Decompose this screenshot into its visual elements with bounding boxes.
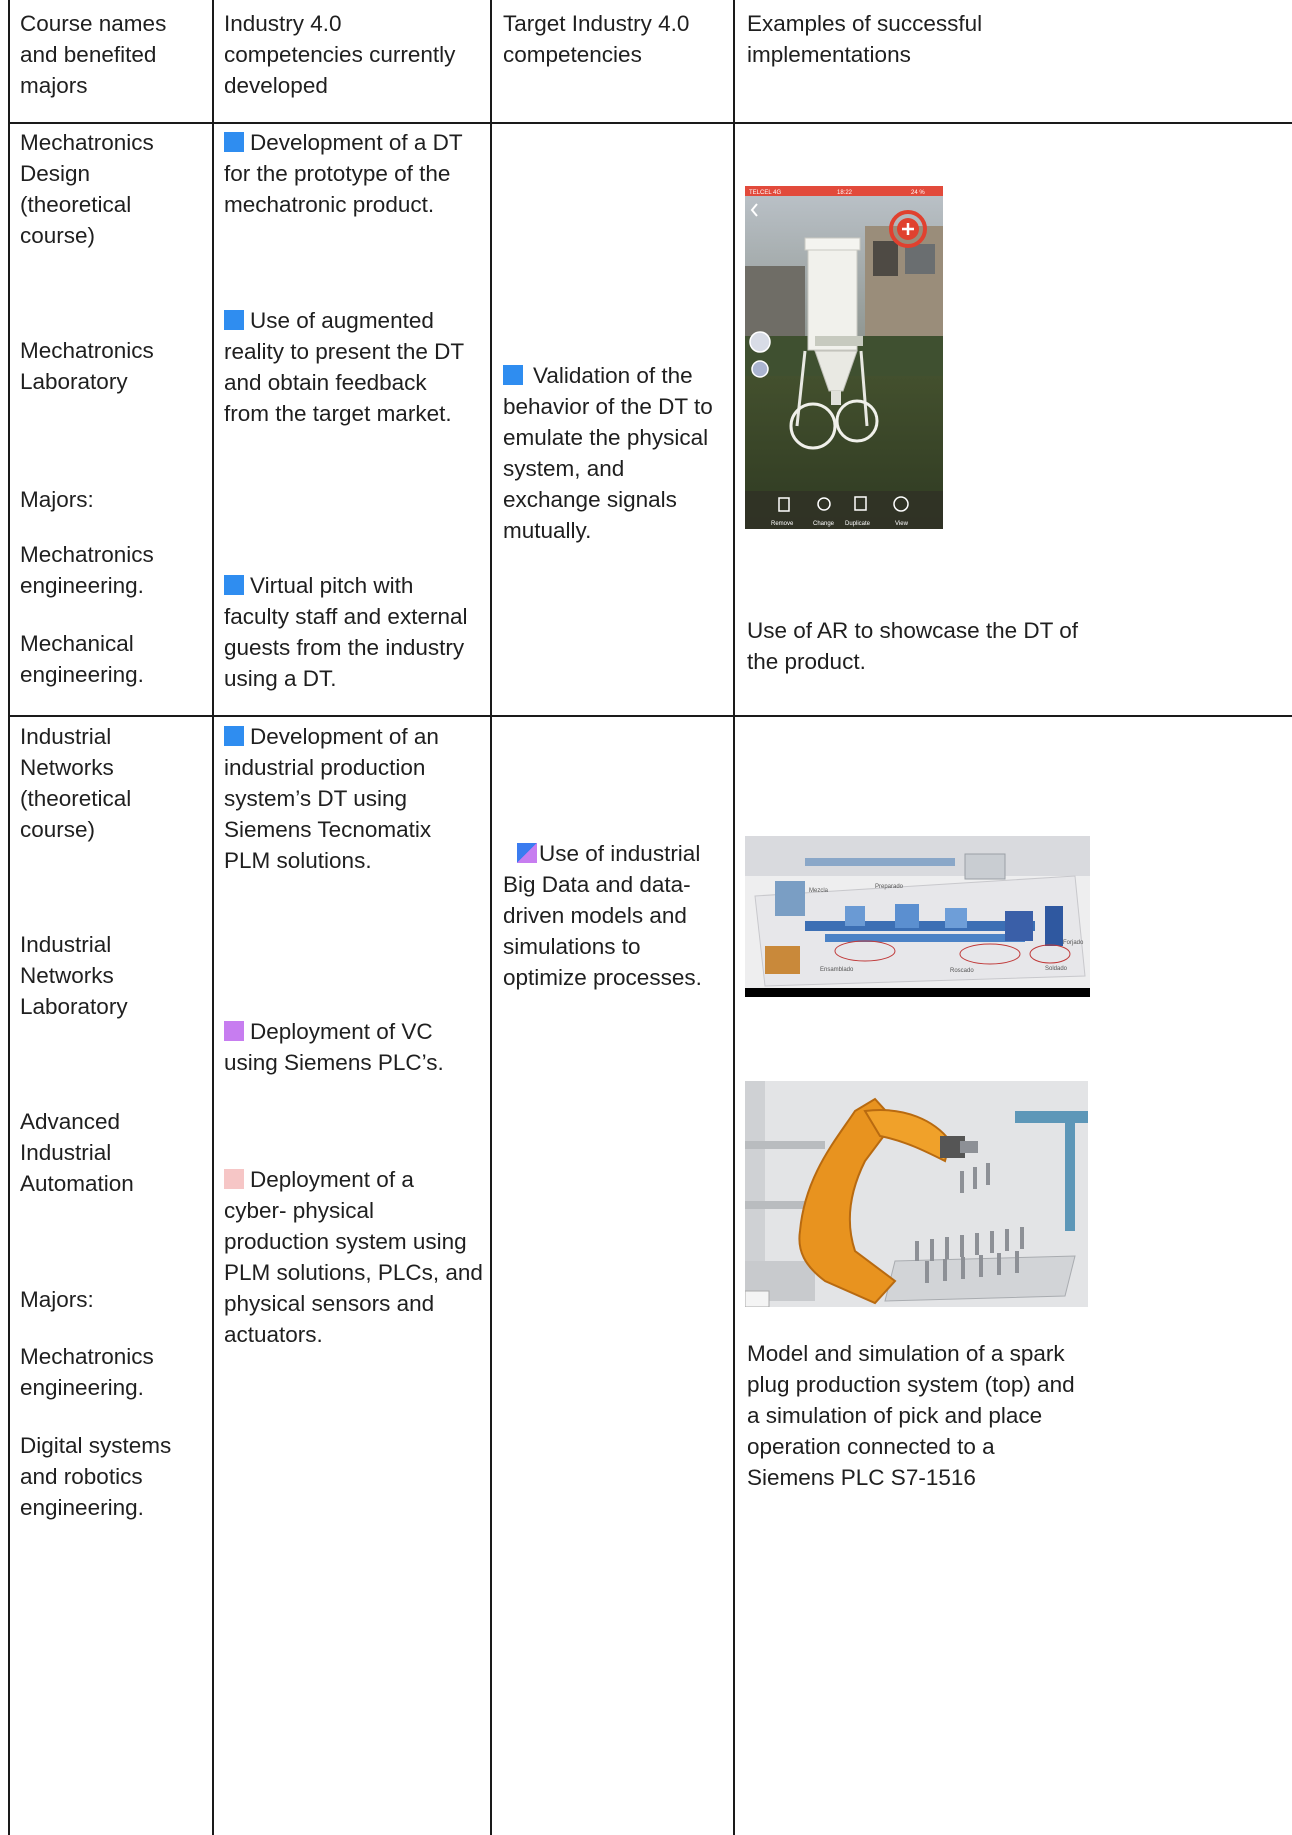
majors-label: Majors: [20, 487, 94, 512]
phone-carrier: TELCEL 4G [749, 190, 782, 196]
text-line: Digital systems [20, 1433, 172, 1458]
text-line: Laboratory [20, 994, 128, 1019]
competency-production-dt [224, 721, 439, 876]
text-line: actuators. [224, 1322, 323, 1347]
text-line: exchange signals [503, 487, 677, 512]
toolbar-view: View [895, 521, 908, 527]
text-line: from the target market. [224, 401, 452, 426]
phone-battery: 24 % [911, 190, 925, 196]
major-mechatronics [20, 539, 154, 601]
major-digital-systems-robotics [20, 1430, 171, 1523]
text-line: implementations [747, 42, 911, 67]
text-line: Mechatronics [20, 338, 154, 363]
text-line: faculty staff and external [224, 604, 468, 629]
blue-marker-icon [224, 132, 244, 152]
course-industrial-networks [20, 721, 131, 845]
text-line: Industrial [20, 724, 112, 749]
text-line: driven models and [503, 903, 687, 928]
text-line: emulate the physical [503, 425, 709, 450]
text-line: Networks [20, 963, 114, 988]
text-line: and benefited [20, 42, 157, 67]
text-line: Model and simulation of a spark [747, 1341, 1065, 1366]
caption-ar-example [747, 615, 1078, 677]
factory-label-mezcla: Mezcla [809, 888, 829, 894]
blue-marker-icon [224, 310, 244, 330]
major-mechatronics [20, 1341, 154, 1403]
text-line: system’s DT using [224, 786, 407, 811]
text-line: Development of a DT [250, 130, 463, 155]
gradient-marker-icon [517, 843, 537, 863]
toolbar-change: Change [813, 521, 835, 527]
text-line: Siemens PLC S7-1516 [747, 1465, 976, 1490]
text-line: physical sensors and [224, 1291, 435, 1316]
competency-cyber-physical [224, 1164, 483, 1350]
factory-label-ensamblado: Ensamblado [820, 967, 854, 973]
text-line: engineering. [20, 573, 144, 598]
text-line: Deployment of VC [250, 1019, 433, 1044]
header-examples [747, 8, 982, 70]
text-line: industrial production [224, 755, 426, 780]
blue-marker-icon [503, 365, 523, 385]
target-validation [503, 360, 713, 546]
text-line: course) [20, 817, 96, 842]
text-line: Industrial [20, 932, 112, 957]
text-line: Development of an [250, 724, 439, 749]
text-line: the product. [747, 649, 866, 674]
text-line: Target Industry 4.0 [503, 11, 690, 36]
factory-label-forjado: Forjado [1063, 940, 1084, 946]
header-current-competencies [224, 8, 455, 101]
text-line: Course names [20, 11, 167, 36]
text-line: PLM solutions, PLCs, and [224, 1260, 483, 1285]
factory-label-preparado: Preparado [875, 884, 904, 890]
robot-pick-place-image [745, 1081, 1088, 1307]
blue-marker-icon [224, 575, 244, 595]
text-line: Mechanical [20, 631, 134, 656]
table-row-rule [8, 715, 1292, 717]
text-line: engineering. [20, 662, 144, 687]
text-line: Industrial [20, 1140, 112, 1165]
purple-marker-icon [224, 1021, 244, 1041]
competency-virtual-pitch [224, 570, 467, 694]
text-line: competencies [503, 42, 642, 67]
text-line: (theoretical [20, 786, 132, 811]
text-line: using Siemens PLC’s. [224, 1050, 444, 1075]
caption-production-example [747, 1338, 1075, 1493]
text-line: Use of augmented [250, 308, 434, 333]
competency-augmented-reality [224, 305, 464, 429]
target-big-data [503, 838, 702, 993]
text-line: majors [20, 73, 88, 98]
text-line: a simulation of pick and place [747, 1403, 1043, 1428]
phone-time: 18:22 [837, 190, 853, 196]
header-course-names [20, 8, 166, 101]
text-line: Examples of successful [747, 11, 983, 36]
text-line: optimize processes. [503, 965, 702, 990]
course-industrial-networks-lab [20, 929, 128, 1022]
text-line: guests from the industry [224, 635, 465, 660]
text-line: Big Data and data- [503, 872, 691, 897]
text-line: Validation of the [533, 363, 693, 388]
text-line: Advanced [20, 1109, 121, 1134]
text-line: Mechatronics [20, 542, 154, 567]
text-line: and robotics [20, 1464, 143, 1489]
text-line: Use of industrial [539, 841, 701, 866]
text-line: Virtual pitch with [250, 573, 414, 598]
table-border-left [8, 0, 10, 1835]
competency-dt-prototype [224, 127, 463, 220]
course-mechatronics-design [20, 127, 154, 251]
text-line: PLM solutions. [224, 848, 372, 873]
text-line: operation connected to a [747, 1434, 995, 1459]
text-line: Laboratory [20, 369, 128, 394]
text-line: and obtain feedback [224, 370, 427, 395]
factory-label-soldado: Soldado [1045, 966, 1068, 972]
text-line: plug production system (top) and [747, 1372, 1075, 1397]
text-line: mutually. [503, 518, 592, 543]
course-mechatronics-lab [20, 335, 154, 397]
pink-marker-icon [224, 1169, 244, 1189]
text-line: Networks [20, 755, 114, 780]
text-line: production system using [224, 1229, 467, 1254]
ar-app-screenshot [745, 186, 943, 529]
text-line: developed [224, 73, 328, 98]
table-header-rule [8, 122, 1292, 124]
text-line: for the prototype of the [224, 161, 451, 186]
text-line: mechatronic product. [224, 192, 435, 217]
text-line: course) [20, 223, 96, 248]
text-line: (theoretical [20, 192, 132, 217]
text-line: engineering. [20, 1495, 144, 1520]
table-divider-2 [490, 0, 492, 1835]
toolbar-duplicate: Duplicate [845, 521, 871, 527]
header-target-competencies [503, 8, 689, 70]
factory-simulation-image [745, 836, 1090, 997]
toolbar-remove: Remove [771, 521, 794, 527]
text-line: simulations to [503, 934, 641, 959]
text-line: Industry 4.0 [224, 11, 342, 36]
text-line: Automation [20, 1171, 134, 1196]
text-line: behavior of the DT to [503, 394, 713, 419]
competency-vc-deployment [224, 1016, 444, 1078]
major-mechanical [20, 628, 144, 690]
text-line: Siemens Tecnomatix [224, 817, 432, 842]
text-line: engineering. [20, 1375, 144, 1400]
text-line: Mechatronics [20, 130, 154, 155]
table-divider-3 [733, 0, 735, 1835]
course-advanced-automation [20, 1106, 134, 1199]
text-line: cyber- physical [224, 1198, 375, 1223]
text-line: Mechatronics [20, 1344, 154, 1369]
text-line: Use of AR to showcase the DT of [747, 618, 1078, 643]
blue-marker-icon [224, 726, 244, 746]
text-line: competencies currently [224, 42, 456, 67]
majors-label: Majors: [20, 1287, 94, 1312]
text-line: Deployment of a [250, 1167, 414, 1192]
text-line: system, and [503, 456, 625, 481]
text-line: Design [20, 161, 91, 186]
factory-label-roscado: Roscado [950, 968, 974, 974]
table-divider-1 [212, 0, 214, 1835]
text-line: using a DT. [224, 666, 337, 691]
text-line: reality to present the DT [224, 339, 465, 364]
